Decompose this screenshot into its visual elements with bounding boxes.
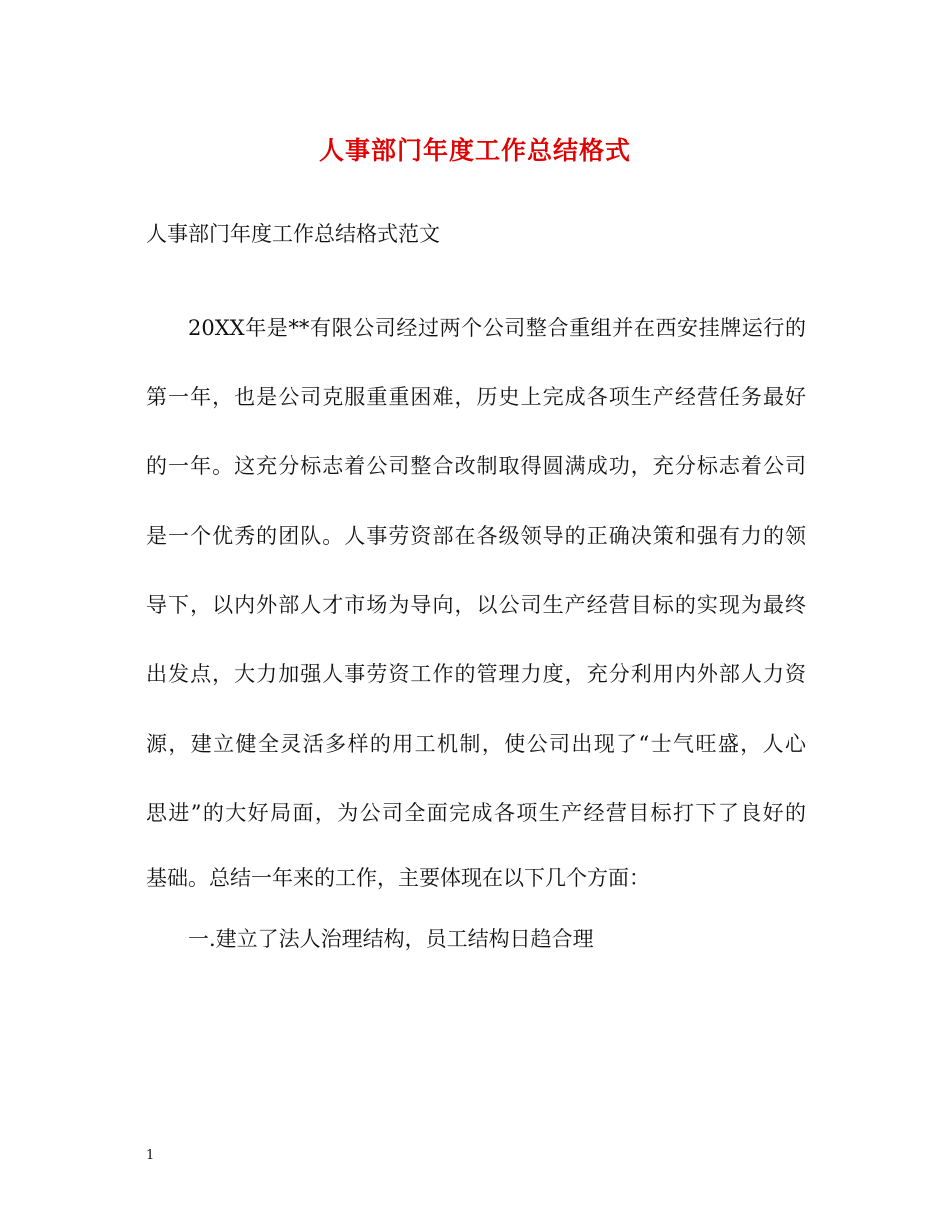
paragraph-line: 第一年，也是公司克服重重困难，历史上完成各项生产经营任务最好 [146,385,806,409]
page-number: 1 [146,1148,155,1163]
paragraph-line: 20XX年是**有限公司经过两个公司整合重组并在西安挂牌运行的 [188,316,806,340]
section-heading: 一.建立了法人治理结构，员工结构日趋合理 [188,927,594,951]
paragraph-line: 基础。总结一年来的工作，主要体现在以下几个方面： [146,866,650,890]
document-subtitle: 人事部门年度工作总结格式范文 [146,222,440,246]
paragraph-line: 导下，以内外部人才市场为导向，以公司生产经营目标的实现为最终 [146,593,806,617]
paragraph-line: 是一个优秀的团队。人事劳资部在各级领导的正确决策和强有力的领 [146,524,806,548]
paragraph-line: 思进”的大好局面，为公司全面完成各项生产经营目标打下了良好的 [146,801,806,825]
document-title: 人事部门年度工作总结格式 [318,136,631,165]
paragraph-line: 源，建立健全灵活多样的用工机制，使公司出现了“士气旺盛，人心 [146,732,806,756]
paragraph-line: 的一年。这充分标志着公司整合改制取得圆满成功，充分标志着公司 [146,454,806,478]
paragraph-line: 出发点，大力加强人事劳资工作的管理力度，充分利用内外部人力资 [146,662,806,686]
